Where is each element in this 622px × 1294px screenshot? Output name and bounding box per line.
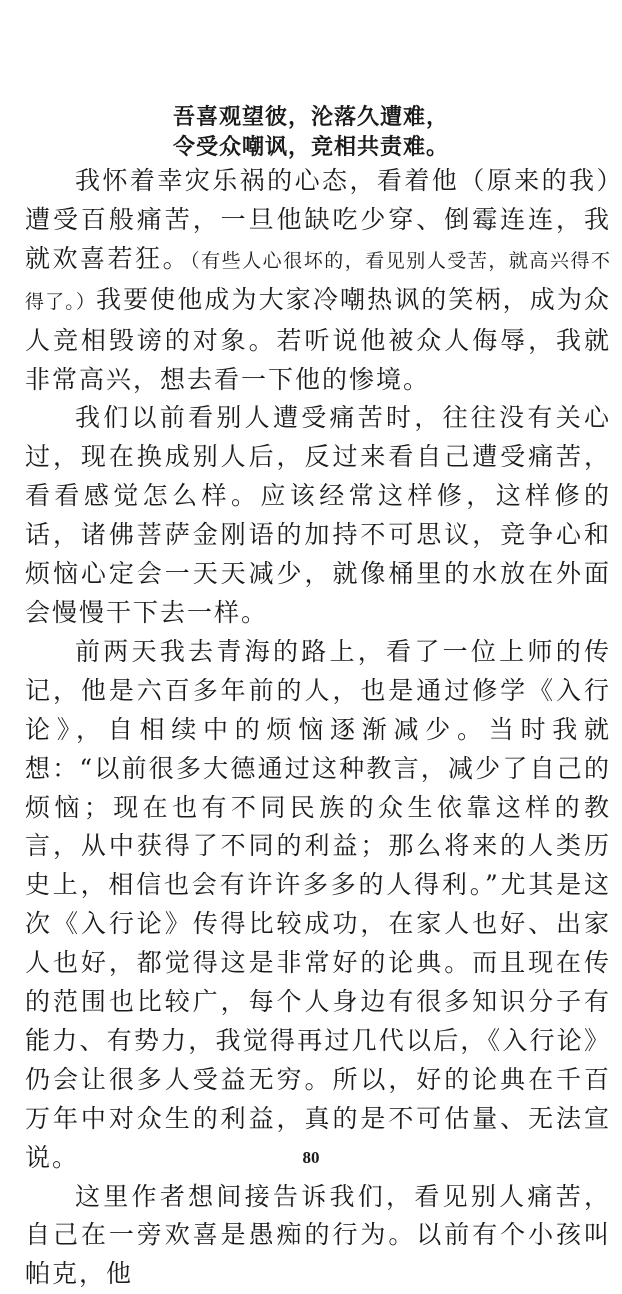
paragraph-1-aside: （有些人心很坏的，看见别人受苦，就高兴得不得了。） bbox=[25, 249, 611, 313]
verse-line-1: 吾喜观望彼，沦落久遭难， bbox=[172, 105, 449, 130]
paragraph-1 bbox=[25, 162, 611, 399]
paragraph-3: 前两天我去青海的路上，看了一位上师的传记，他是六百多年前的人，也是通过修学《入行论》，自相续中的烦恼逐渐减少。当时我就想：“以前很多大德通过这种教言，减少了自己的烦恼；现在也有不同民族的众生依靠这样的教言，从中获得了不同的利益；那么将来的人类历史上，相信也会有许许多多的人得利。”尤其是这次《入行论》传得比较成功，在家人也好、出家人也好，都觉得这是非常好的论典。而且现在传的范围也比较广，每个人身边有很多知识分子有能力、有势力，我觉得再过几代以后，《入行论》仍会让很多人受益无穷。所以，好的论典在千百万年中对众生的利益，真的是不可估量、无法宣说。 bbox=[25, 636, 611, 1172]
paragraph-4: 这里作者想间接告诉我们，看见别人痛苦，自己在一旁欢喜是愚痴的行为。以前有个小孩叫帕克，他 bbox=[25, 1181, 611, 1289]
paragraph-1-text-b: 我要使他成为大家冷嘲热讽的笑柄，成为众人竞相毁谤的对象。若听说他被众人侮辱，我就非常高兴，想去看一下他的惨境。 bbox=[25, 284, 611, 394]
page-number: 80 bbox=[302, 1148, 320, 1167]
body-text bbox=[25, 162, 611, 1294]
verse-line-2: 令受众嘲讽，竞相共责难。 bbox=[172, 135, 449, 160]
paragraph-1-text-a: 我怀着幸灾乐祸的心态，看着他（原来的我）遭受百般痛苦，一旦他缺吃少穿、倒霉连连，我就欢喜若狂。 bbox=[25, 166, 611, 273]
paragraph-2: 我们以前看别人遭受痛苦时，往往没有关心过，现在换成别人后，反过来看自己遭受痛苦，看看感觉怎么样。应该经常这样修，这样修的话，诸佛菩萨金刚语的加持不可思议，竞争心和烦恼心定会一天天减少，就像桶里的水放在外面会慢慢干下去一样。 bbox=[25, 403, 611, 627]
